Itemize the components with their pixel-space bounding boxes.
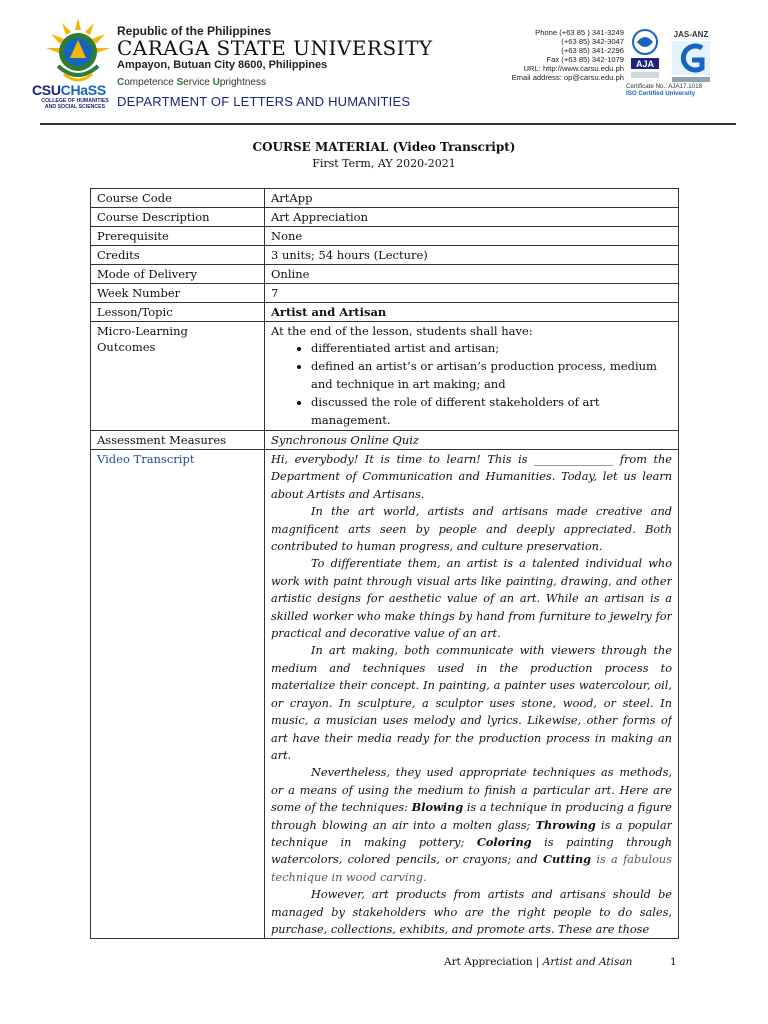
row-label: Lesson/Topic [91, 303, 265, 322]
contact-line: Phone (+63 85 ) 341-3249 [535, 28, 624, 37]
header-divider [40, 123, 736, 125]
table-row-transcript [91, 450, 679, 939]
transcript-text [271, 451, 672, 937]
contact-line: URL: http://www.carsu.edu.ph [523, 64, 624, 73]
contact-line: (+63 85) 342-3047 [561, 37, 624, 46]
lesson-topic-value: Artist and Artisan [265, 303, 679, 322]
list-item: • defined an artist’s or artisan’s production process, medium and technique in art making; and [311, 357, 672, 393]
table-row [91, 265, 679, 284]
transcript-paragraph: Hi, everybody! It is time to learn! This is ______________ from the Department of Communication and Humanities. Today, let us learn about Artists and Artisans. [271, 453, 672, 501]
jas-anz-text: JAS-ANZ [673, 30, 709, 39]
outcomes-label-line: Micro-Learning [97, 324, 188, 338]
jas-anz-certification-badge [668, 28, 714, 84]
list-item: • differentiated artist and artisan; [311, 339, 672, 357]
college-acronym: CSUCHaSS [32, 82, 106, 98]
course-material-table [90, 188, 679, 939]
table-row [91, 284, 679, 303]
aja-certification-badge [630, 28, 660, 82]
contact-line: (+63 85) 341-2296 [561, 46, 624, 55]
row-label: Prerequisite [91, 227, 265, 246]
transcript-paragraph: However, art products from artists and artisans should be managed by stakeholders who are the right people to do sales, purchase, collections, exhibits, and promote arts. These are those [271, 888, 672, 936]
row-value: ArtApp [265, 189, 679, 208]
transcript-paragraph: Nevertheless, they used appropriate techniques as methods, or a means of using the medium to finish a particular art. Here are some of the techniques: Blowing is a technique in producing a figure through blowing an air into a molten glass; Throwing is a popular technique in making pottery; Coloring is painting through watercolors, colored pencils, or crayons; and Cutting is a fabulous technique in wood carving. [271, 766, 672, 884]
outcomes-label [91, 322, 265, 431]
table-row [91, 246, 679, 265]
row-label: Credits [91, 246, 265, 265]
department-name: DEPARTMENT OF LETTERS AND HUMANITIES [117, 94, 411, 109]
university-name: CARAGA STATE UNIVERSITY [117, 36, 433, 60]
technique-term: Cutting [543, 852, 592, 867]
video-transcript-cell [265, 450, 679, 939]
row-label: Mode of Delivery [91, 265, 265, 284]
table-row [91, 303, 679, 322]
letterhead [0, 0, 768, 128]
row-value: Synchronous Online Quiz [265, 431, 679, 450]
republic-line: Republic of the Philippines [117, 24, 272, 38]
contact-line: Fax (+63 85) 342-1079 [546, 55, 624, 64]
footer-topic: Artist and Atisan [542, 956, 633, 968]
technique-term: Blowing [411, 800, 464, 815]
certificate-number: Certificate No.: AJA17.1018 [626, 83, 703, 90]
table-row [91, 227, 679, 246]
transcript-paragraph: In art making, both communicate with viewers through the medium and techniques used in the production process to materialize their concept. In painting, a painter uses watercolour, oil, or crayon. In sculpture, a sculptor uses stone, wood, or steel. In music, a musician uses melody and lyrics. Likewise, other forms of art have their media ready for the production process in making an art. [271, 644, 672, 762]
outcomes-value [265, 322, 679, 431]
university-seal-logo [40, 14, 116, 90]
list-item: • discussed the role of different stakeholders of art management. [311, 393, 672, 429]
outcomes-label-line: Outcomes [97, 340, 156, 354]
outcomes-list [271, 339, 672, 429]
row-label: Assessment Measures [91, 431, 265, 450]
table-row [91, 431, 679, 450]
row-label: Course Description [91, 208, 265, 227]
row-value: Art Appreciation [265, 208, 679, 227]
university-address: Ampayon, Butuan City 8600, Philippines [117, 59, 328, 71]
contact-line: Email address: op@carsu.edu.ph [511, 73, 624, 82]
video-transcript-label: Video Transcript [91, 450, 265, 939]
row-label: Course Code [91, 189, 265, 208]
table-row [91, 189, 679, 208]
page-number: 1 [670, 956, 677, 968]
iso-certified-label: ISO Certified University [626, 90, 696, 97]
transcript-paragraph: To differentiate them, an artist is a talented individual who work with paint through visual arts like painting, drawing, and other artistic designs for aesthetic value of an art. While an artisan is a skilled worker who make things by hand from furniture to jewelry for practical and decorative value of an art. [271, 557, 672, 641]
table-row-outcomes [91, 322, 679, 431]
technique-term: Throwing [535, 817, 596, 832]
document-title: COURSE MATERIAL (Video Transcript) [252, 140, 516, 154]
row-value: 3 units; 54 hours (Lecture) [265, 246, 679, 265]
row-label: Week Number [91, 284, 265, 303]
college-name: COLLEGE OF HUMANITIES AND SOCIAL SCIENCES [41, 98, 109, 110]
certification-text [626, 83, 732, 97]
contact-info [498, 28, 624, 82]
row-value: Online [265, 265, 679, 284]
page-footer: Art Appreciation | Artist and Atisan [444, 956, 633, 968]
aja-text: AJA [635, 59, 655, 69]
outcomes-intro: At the end of the lesson, students shall have: [271, 324, 533, 338]
technique-term: Coloring [476, 834, 532, 849]
row-value: None [265, 227, 679, 246]
document-term: First Term, AY 2020-2021 [312, 157, 456, 170]
university-motto: Competence Service Uprightness [117, 77, 266, 88]
row-value: 7 [265, 284, 679, 303]
transcript-paragraph: In the art world, artists and artisans made creative and magnificent arts seen by people and deeply appreciated. Both contributed to human progress, and culture preservation. [271, 505, 672, 554]
table-row [91, 208, 679, 227]
